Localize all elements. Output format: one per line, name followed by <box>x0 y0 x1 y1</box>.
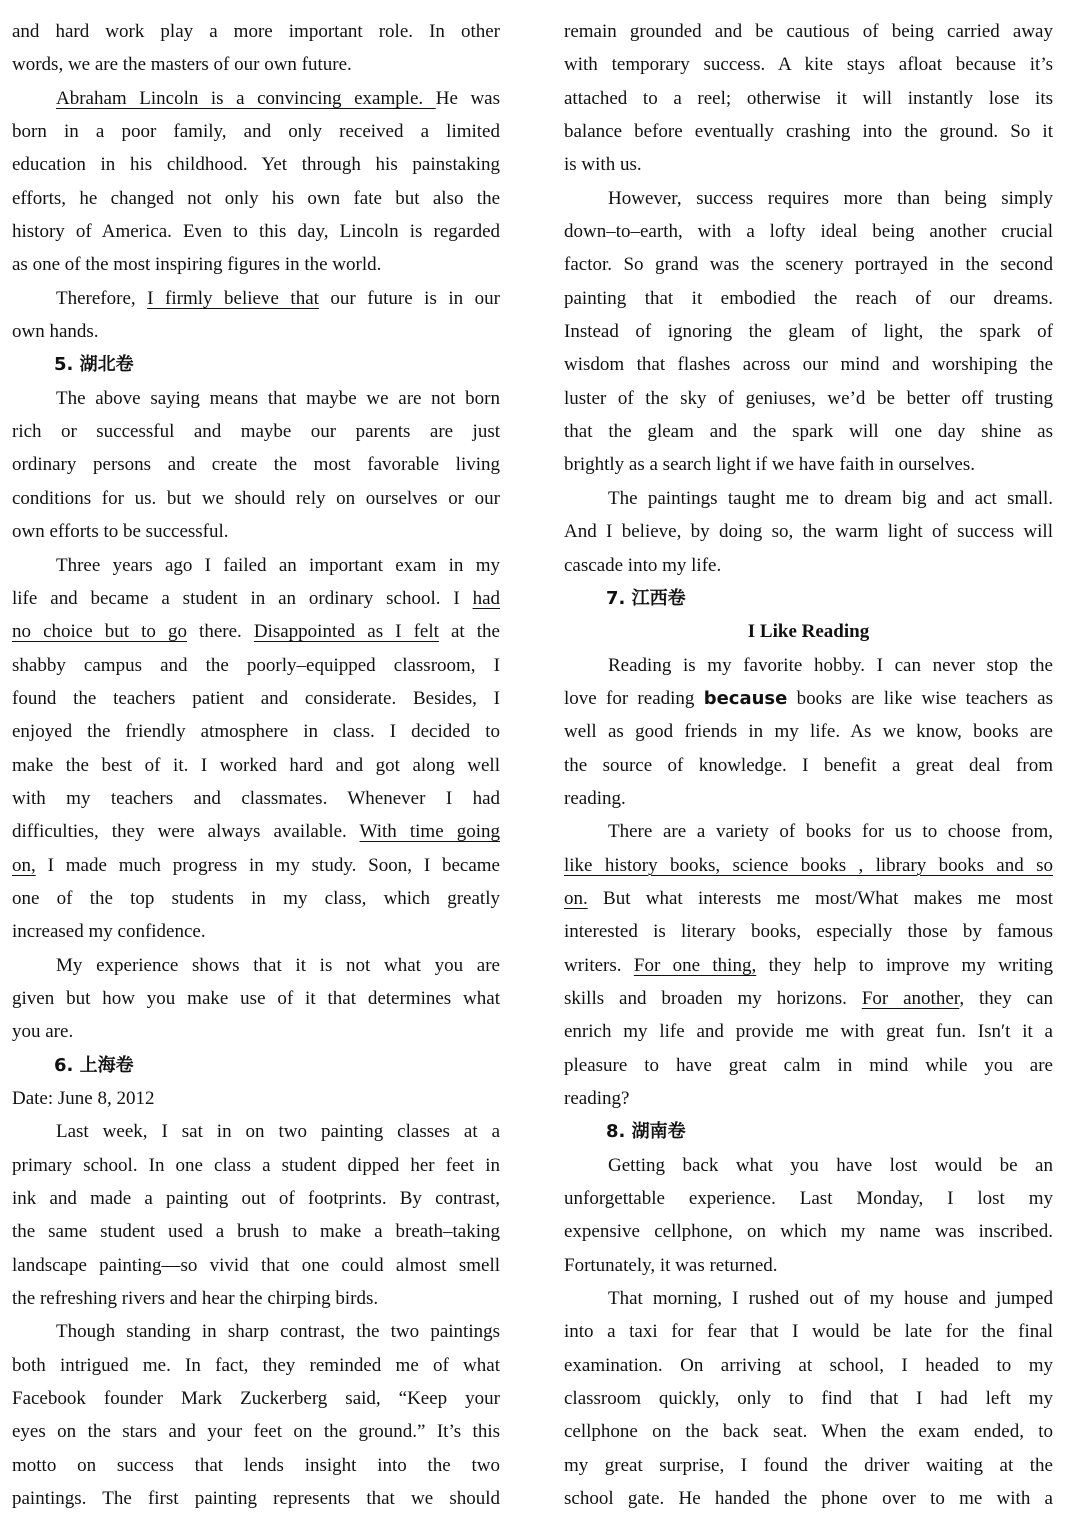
text-line <box>564 682 1053 715</box>
essay-title <box>564 615 1053 648</box>
text-segment: my great surprise, I found the driver waiting at the <box>564 1454 1053 1476</box>
text-line <box>564 1415 1053 1448</box>
text-line <box>564 1349 1053 1382</box>
text-line <box>564 182 1053 215</box>
text-line <box>12 82 500 115</box>
text-segment: books are like wise teachers as <box>787 687 1053 709</box>
text-segment: And I believe, by doing so, the warm light of success will <box>564 521 1053 543</box>
text-segment: factor. So grand was the scenery portrayed in the second <box>564 254 1053 276</box>
text-segment: cellphone on the back seat. When the exam ended, to <box>564 1421 1053 1443</box>
text-line <box>12 782 500 815</box>
text-segment: Therefore, <box>56 287 148 309</box>
text-segment: But what interests me most/What makes me most <box>587 887 1053 909</box>
text-line <box>12 248 500 281</box>
text-segment: and hard work play a more important role. In other <box>12 21 500 42</box>
text-segment: as one of the most inspiring figures in the world. <box>12 254 382 276</box>
text-segment: remain grounded and be cautious of being carried away <box>564 21 1053 42</box>
section-heading <box>12 1049 500 1082</box>
text-line <box>564 1149 1053 1182</box>
text-line <box>12 882 500 915</box>
text-segment: paintings. The first painting represents that we should <box>12 1488 500 1510</box>
text-line <box>12 115 500 148</box>
text-line <box>564 649 1053 682</box>
underlined-phrase: on, <box>12 854 36 876</box>
text-segment: Last week, I sat in on two painting classes at a <box>56 1121 500 1143</box>
text-line <box>12 1215 500 1248</box>
underlined-phrase: Abraham Lincoln is a convincing example. <box>56 87 436 109</box>
text-line <box>12 849 500 882</box>
text-segment: However, success requires more than being simply <box>608 187 1053 209</box>
text-line <box>12 415 500 448</box>
text-segment: Getting back what you have lost would be an <box>608 1154 1053 1176</box>
text-segment: That morning, I rushed out of my house and jumped <box>608 1288 1053 1310</box>
text-segment: difficulties, they were always available. <box>12 821 360 843</box>
text-line <box>12 1449 500 1482</box>
text-segment: both intrigued me. In fact, they reminded me of what <box>12 1354 500 1376</box>
text-line <box>12 1182 500 1215</box>
underlined-phrase: on. <box>564 887 588 909</box>
text-segment: Facebook founder Mark Zuckerberg said, “Keep your <box>12 1388 500 1410</box>
text-segment: our future is in our <box>318 287 500 309</box>
text-line <box>564 849 1053 882</box>
text-line <box>564 982 1053 1015</box>
text-line <box>564 1282 1053 1315</box>
text-segment: the same student used a brush to make a breath–taking <box>12 1221 500 1243</box>
text-segment: at the <box>438 621 500 643</box>
text-line <box>12 1315 500 1348</box>
text-segment: ink and made a painting out of footprints. By contrast, <box>12 1188 500 1210</box>
section-heading <box>564 582 1053 615</box>
underlined-phrase: like history books, science books , library books and so <box>564 854 1053 876</box>
text-segment: Though standing in sharp contrast, the two paintings <box>56 1321 500 1343</box>
text-line <box>564 415 1053 448</box>
text-segment: He was <box>435 87 501 109</box>
text-segment: attached to a reel; otherwise it will instantly lose its <box>564 87 1053 109</box>
text-segment: conditions for us. but we should rely on ourselves or our <box>12 487 500 509</box>
text-segment: I made much progress in my study. Soon, I became <box>35 854 500 876</box>
text-line <box>12 1482 500 1515</box>
text-segment: born in a poor family, and only received a limited <box>12 121 500 143</box>
text-segment: reading? <box>564 1088 630 1109</box>
text-line <box>564 1049 1053 1082</box>
text-segment: into a taxi for fear that I would be late for the final <box>564 1321 1053 1343</box>
text-segment: increased my confidence. <box>12 921 206 943</box>
text-line <box>564 215 1053 248</box>
text-line <box>564 15 1053 48</box>
text-line <box>12 182 500 215</box>
text-line <box>564 48 1053 81</box>
text-line <box>12 382 500 415</box>
text-segment: school gate. He handed the phone over to me with a <box>564 1488 1053 1510</box>
underlined-phrase: no choice but to go <box>12 621 187 643</box>
bold-word: because <box>703 687 788 709</box>
text-line <box>12 1415 500 1448</box>
text-segment: There are a variety of books for us to choose from, <box>608 821 1053 843</box>
underlined-phrase: With time going <box>359 821 501 843</box>
text-segment: brightly as a search light if we have faith in ourselves. <box>564 454 976 476</box>
text-segment: rich or successful and maybe our parents are just <box>12 421 500 443</box>
text-segment: balance before eventually crashing into the ground. So it <box>564 121 1053 143</box>
text-line <box>12 15 500 48</box>
text-segment: painting that it embodied the reach of our dreams. <box>564 287 1053 309</box>
text-line <box>12 215 500 248</box>
underlined-phrase: Disappointed as I felt <box>253 621 439 643</box>
text-line <box>12 815 500 848</box>
text-line <box>564 1182 1053 1215</box>
text-segment: 5. 湖北卷 <box>54 354 134 376</box>
text-line <box>12 649 500 682</box>
text-line <box>12 1015 500 1048</box>
text-segment: efforts, he changed not only his own fate but also the <box>12 187 500 209</box>
text-line <box>12 682 500 715</box>
text-line <box>564 348 1053 381</box>
left-column <box>12 15 500 1515</box>
text-segment: interested is literary books, especially those by famous <box>564 921 1053 943</box>
underlined-phrase: For one thing, <box>633 954 757 976</box>
text-line <box>564 815 1053 848</box>
text-line <box>564 482 1053 515</box>
text-segment: the source of knowledge. I benefit a great deal from <box>564 754 1053 776</box>
section-heading <box>564 1115 1053 1148</box>
text-line <box>12 949 500 982</box>
text-line <box>564 115 1053 148</box>
text-segment: The above saying means that maybe we are not born <box>56 387 500 409</box>
text-line <box>12 482 500 515</box>
text-segment: you are. <box>12 1021 74 1043</box>
text-segment: landscape painting—so vivid that one could almost smell <box>12 1254 500 1276</box>
text-segment: well as good friends in my life. As we know, books are <box>564 721 1053 743</box>
text-segment: shabby campus and the poorly–equipped classroom, I <box>12 654 500 676</box>
text-line <box>564 1082 1053 1115</box>
text-line <box>564 1315 1053 1348</box>
text-segment: skills and broaden my horizons. <box>564 987 862 1009</box>
text-segment: down–to–earth, with a lofty ideal being another crucial <box>564 221 1053 243</box>
text-segment: wisdom that flashes across our mind and worshiping the <box>564 354 1053 376</box>
text-line <box>564 1015 1053 1048</box>
text-segment: 6. 上海卷 <box>54 1054 134 1076</box>
text-segment: eyes on the stars and your feet on the ground.” It’s this <box>12 1421 500 1443</box>
text-segment: unforgettable experience. Last Monday, I lost my <box>564 1188 1053 1210</box>
text-line <box>12 915 500 948</box>
text-segment: The paintings taught me to dream big and act small. <box>608 487 1053 509</box>
text-line <box>564 549 1053 582</box>
text-line <box>564 148 1053 181</box>
text-line <box>12 315 500 348</box>
text-segment: life and became a student in an ordinary school. I <box>12 587 473 609</box>
text-segment: Date: June 8, 2012 <box>12 1088 155 1109</box>
text-line <box>12 515 500 548</box>
text-line <box>564 315 1053 348</box>
text-segment: they help to improve my writing <box>756 954 1054 976</box>
text-segment: make the best of it. I worked hard and got along well <box>12 754 500 776</box>
text-line <box>12 982 500 1015</box>
text-segment: love for reading <box>564 687 704 709</box>
text-segment: one of the top students in my class, which greatly <box>12 887 500 909</box>
text-line <box>564 882 1053 915</box>
text-line <box>12 549 500 582</box>
text-segment: is with us. <box>564 154 642 176</box>
text-line <box>12 749 500 782</box>
text-line <box>564 915 1053 948</box>
text-segment: with my teachers and classmates. Whenever I had <box>12 787 500 809</box>
text-segment: that the gleam and the spark will one day shine as <box>564 421 1053 443</box>
text-line <box>12 582 500 615</box>
text-segment: cascade into my life. <box>564 554 722 576</box>
text-line <box>12 148 500 181</box>
text-segment: My experience shows that it is not what you are <box>56 954 500 976</box>
text-segment: motto on success that lends insight into the two <box>12 1454 500 1476</box>
text-line <box>564 715 1053 748</box>
text-segment: pleasure to have great calm in mind while you are <box>564 1054 1053 1076</box>
text-line <box>12 1382 500 1415</box>
text-segment: I Like Reading <box>747 621 870 643</box>
text-line <box>564 1382 1053 1415</box>
text-line <box>564 515 1053 548</box>
text-line <box>12 1282 500 1315</box>
text-line <box>564 749 1053 782</box>
text-segment: the refreshing rivers and hear the chirping birds. <box>12 1288 379 1310</box>
text-line <box>564 782 1053 815</box>
text-line <box>564 382 1053 415</box>
text-segment: there. <box>186 621 254 643</box>
text-line <box>564 1249 1053 1282</box>
text-line <box>12 48 500 81</box>
text-segment: reading. <box>564 787 626 809</box>
text-segment: own hands. <box>12 321 99 343</box>
text-segment: enrich my life and provide me with great fun. Isn′t it a <box>564 1021 1053 1043</box>
text-line <box>12 448 500 481</box>
text-line <box>564 248 1053 281</box>
text-segment: ordinary persons and create the most favorable living <box>12 454 500 476</box>
text-line <box>564 949 1053 982</box>
text-line <box>12 715 500 748</box>
underlined-phrase: I firmly believe that <box>147 287 319 309</box>
text-segment: luster of the sky of geniuses, we’d be better off trusting <box>564 387 1053 409</box>
text-line <box>12 615 500 648</box>
text-line <box>564 282 1053 315</box>
text-line <box>564 82 1053 115</box>
text-line <box>12 1115 500 1148</box>
text-segment: Three years ago I failed an important exam in my <box>56 554 500 576</box>
text-segment: 8. 湖南卷 <box>606 1121 686 1143</box>
text-segment: primary school. In one class a student dipped her feet in <box>12 1154 500 1176</box>
text-line <box>564 448 1053 481</box>
text-segment: given but how you make use of it that determines what <box>12 987 500 1009</box>
text-segment: with temporary success. A kite stays afloat because it’s <box>564 54 1053 76</box>
text-line <box>12 1249 500 1282</box>
underlined-phrase: For another <box>861 987 960 1009</box>
text-line <box>12 282 500 315</box>
text-line <box>12 1082 500 1115</box>
text-segment: 7. 江西卷 <box>606 587 686 609</box>
text-segment: Fortunately, it was returned. <box>564 1254 778 1276</box>
text-segment: classroom quickly, only to find that I had left my <box>564 1388 1053 1410</box>
text-line <box>564 1482 1053 1515</box>
text-segment: expensive cellphone, on which my name was inscribed. <box>564 1221 1053 1243</box>
text-segment: examination. On arriving at school, I headed to my <box>564 1354 1053 1376</box>
text-segment: own efforts to be successful. <box>12 521 229 543</box>
text-segment: Reading is my favorite hobby. I can never stop the <box>608 654 1053 676</box>
text-line <box>564 1449 1053 1482</box>
text-segment: writers. <box>564 954 634 976</box>
text-segment: enjoyed the friendly atmosphere in class. I decided to <box>12 721 500 743</box>
underlined-phrase: had <box>472 587 500 609</box>
text-segment: words, we are the masters of our own future. <box>12 54 352 76</box>
text-line <box>564 1215 1053 1248</box>
text-segment: education in his childhood. Yet through his painstaking <box>12 154 500 176</box>
section-heading <box>12 348 500 381</box>
right-column <box>564 15 1053 1515</box>
text-line <box>12 1149 500 1182</box>
text-line <box>12 1349 500 1382</box>
text-segment: found the teachers patient and considerate. Besides, I <box>12 687 500 709</box>
text-segment: Instead of ignoring the gleam of light, the spark of <box>564 321 1053 343</box>
text-segment: history of America. Even to this day, Lincoln is regarded <box>12 221 500 243</box>
text-segment: , they can <box>959 987 1054 1009</box>
